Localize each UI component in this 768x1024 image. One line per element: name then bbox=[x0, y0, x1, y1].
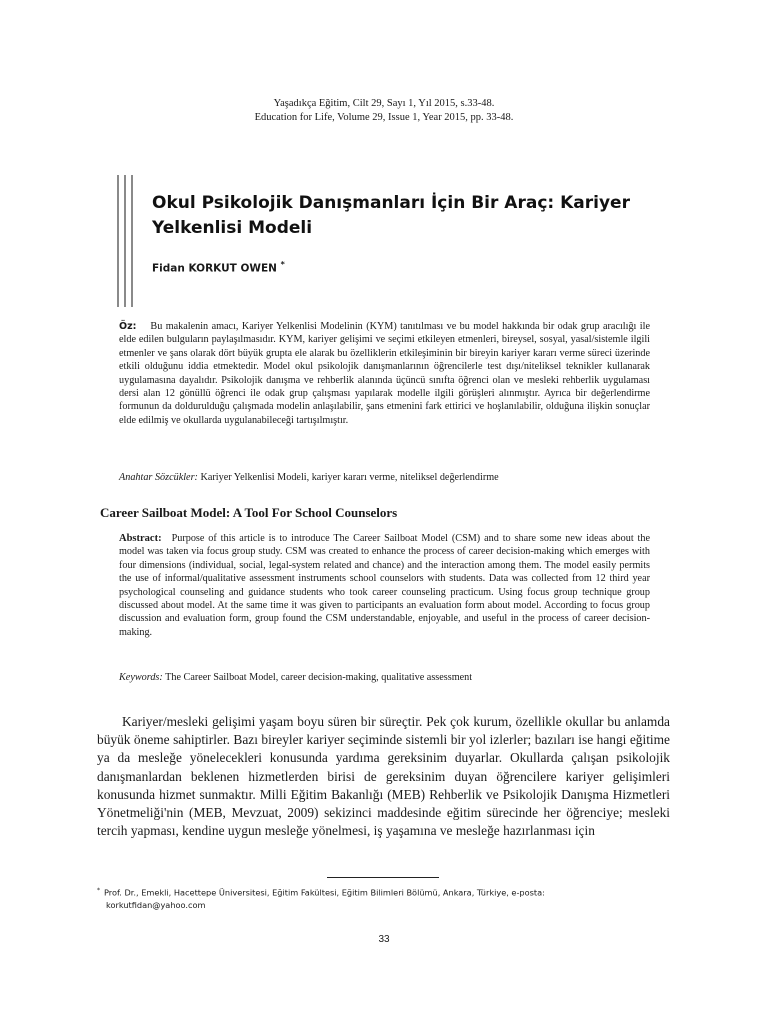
abstract-english bbox=[119, 532, 650, 639]
journal-citation-en: Education for Life, Volume 29, Issue 1, Year 2015, pp. 33-48. bbox=[254, 112, 514, 123]
footnote-divider bbox=[327, 877, 439, 878]
keywords-tr-text: Kariyer Yelkenlisi Modeli, kariyer kararı verme, niteliksel değerlendirme bbox=[200, 472, 499, 483]
abstract-turkish bbox=[119, 320, 650, 427]
body-paragraph: Kariyer/mesleki gelişimi yaşam boyu süren bir süreçtir. Pek çok kurum, özellikle okullar bu anlamda büyük öneme sahiptirler. Bazı bireyler kariyer seçiminde sistemli bir yol izlerler; bazıları ise hangi eğitime ya da mesleğe yönelecekleri konusunda yardıma gereksinim duyarlar. Okullarda çalışan psikolojik danışmanlardan beklenen hizmetlerden birisi de gereksinim duyan öğrencilere kariyer gelişimleri konusunda hizmet sunmaktır. Milli Eğitim Bakanlığı (MEB) Rehberlik ve Psikolojik Danışma Hizmetleri Yönetmeliği'nin (MEB, Mevzuat, 2009) sekizinci maddesinde eğitim sürecinde her öğrenciye; mesleki tercih yapması, kendine uygun mesleğe yönelmesi, iş yaşamına ve mesleğe hazırlanması için bbox=[97, 714, 670, 839]
author-name: Fidan KORKUT OWEN bbox=[152, 262, 277, 275]
english-title: Career Sailboat Model: A Tool For School Counselors bbox=[100, 505, 398, 520]
footnote-mark: * bbox=[97, 887, 100, 894]
abstract-en-label: Abstract: bbox=[119, 533, 162, 544]
journal-header bbox=[0, 97, 768, 125]
page-number: 33 bbox=[378, 934, 390, 945]
keywords-en-label: Keywords: bbox=[119, 672, 163, 683]
footnote-text: Prof. Dr., Emekli, Hacettepe Üniversitesi, Eğitim Fakültesi, Eğitim Bilimleri Bölümü, Ankara, Türkiye, e-posta: bbox=[104, 887, 545, 898]
keywords-turkish bbox=[119, 471, 650, 484]
keywords-tr-label: Anahtar Sözcükler: bbox=[119, 472, 198, 483]
footnote bbox=[97, 885, 670, 911]
decorative-vertical-bars bbox=[117, 175, 137, 307]
footnote-email: korkutfidan@yahoo.com bbox=[106, 899, 206, 910]
abstract-tr-label: Öz: bbox=[119, 321, 137, 332]
title-block bbox=[115, 175, 655, 307]
journal-citation-tr: Yaşadıkça Eğitim, Cilt 29, Sayı 1, Yıl 2015, s.33-48. bbox=[273, 98, 495, 109]
article-title: Okul Psikolojik Danışmanları İçin Bir Araç: Kariyer Yelkenlisi Modeli bbox=[152, 193, 630, 238]
article-author bbox=[152, 260, 285, 275]
keywords-english bbox=[119, 671, 650, 684]
abstract-en-text: Purpose of this article is to introduce The Career Sailboat Model (CSM) and to share some new ideas about the model was taken via focus group study. CSM was created to enhance the process of career decision-making which emerges with four dimensions (individual, social, legal-system related and chance) and the interaction among them. The model easily permits the use of informal/qualitative assessment instruments school counselors with students. Data was collected from 12 third year psychological counseling and guidance students who took career counseling practicum. Using focus group technique group discussed about model. At the same time it was given to participants an evaluation form about model. According to focus group discussion and evaluation form, group found the CSM understandable, enjoyable, and useful in the process of career decision-making. bbox=[119, 533, 650, 638]
keywords-en-text: The Career Sailboat Model, career decision-making, qualitative assessment bbox=[165, 672, 473, 683]
author-footnote-mark: * bbox=[280, 260, 285, 269]
abstract-tr-text: Bu makalenin amacı, Kariyer Yelkenlisi Modelinin (KYM) tanıtılması ve bu model hakkında bir odak grup aracılığı ile elde edilen bulguların paylaşılmasıdır. KYM, kariyer gelişimi ve seçimi etkileyen etmenleri, bireysel, sosyal, yasal/sistemle ilgili etmenler ve şans olarak dört büyük grupta ele alarak bu özelliklerin etkileşiminin bir bireyin kariyer kararı verme süreci üzerinde etkili olduğunu iddia etmektedir. Model okul psikolojik danışmanlarının öğrencilerle test dışı/niteliksel teknikler kullanarak uygulamasına dayalıdır. Psikolojik danışma ve rehberlik alanında üçüncü sınıfta öğrenci olan ve mesleki rehberlik uygulaması dersi alan 12 gönüllü öğrenci ile odak grup çalışması yapılarak modelle ilgili görüşleri alınmıştır. Ayrıca bir değerlendirme formunun da doldurulduğu çalışmada modelin anlaşılabilir, şans etmenini fark ettirici ve hoşlanılabilir, olduğuna ilişkin sonuçlar elde edilmiş ve okullarda uygulanabileceği tartışılmıştır. bbox=[119, 321, 650, 426]
